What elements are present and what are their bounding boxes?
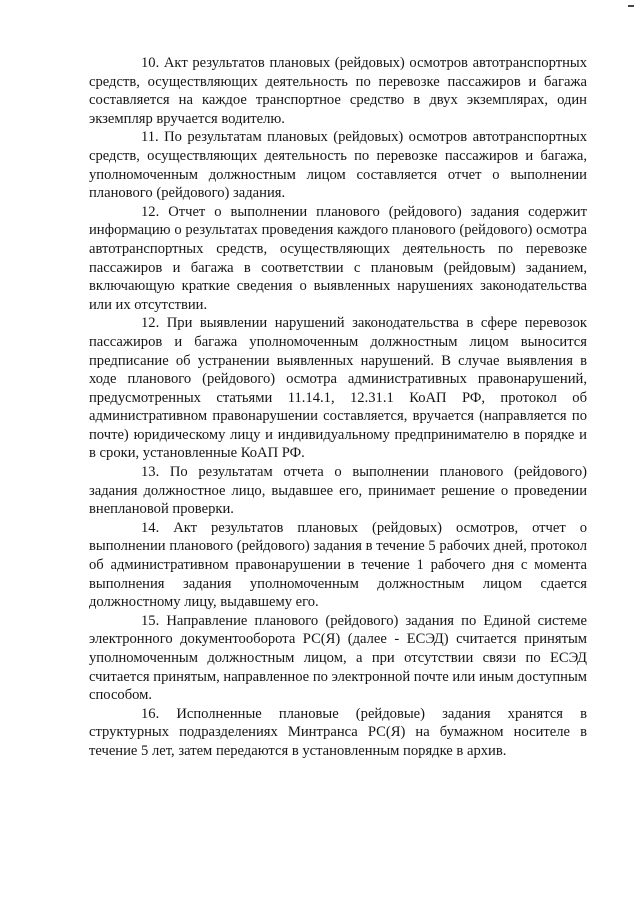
paragraph-15: 15. Направление планового (рейдового) задания по Единой системе электронного документооборота РС(Я) (далее - ЕСЭД) считается принятым уполномоченным должностным лицом, а при отсутствии связи по ЕСЭД считается принятым, направленное по электронной почте или иным доступным способом. <box>89 612 587 704</box>
paragraph-16: 16. Исполненные плановые (рейдовые) задания хранятся в структурных подразделениях Минтранса РС(Я) на бумажном носителе в течение 5 лет, затем передаются в установленным порядке в архив. <box>89 705 587 759</box>
paragraph-12-report-content: 12. Отчет о выполнении планового (рейдового) задания содержит информацию о результатах проведения каждого планового (рейдового) осмотра автотранспортных средств, осуществляющих деятельность по перевозке пассажиров и багажа в соответствии с плановым (рейдовым) заданием, включающую краткие сведения о выявленных нарушениях законодательства или их отсутствии. <box>89 203 587 313</box>
document-body <box>89 54 587 761</box>
paragraph-12-violations: 12. При выявлении нарушений законодательства в сфере перевозок пассажиров и багажа уполномоченным должностным лицом выносится предписание об устранении выявленных нарушений. В случае выявления в ходе планового (рейдового) осмотра административных правонарушений, предусмотренных статьями 11.14.1, 12.31.1 КоАП РФ, протокол об административном правонарушении составляется, вручается (направляется по почте) юридическому лицу и индивидуальному предпринимателю в порядке и в сроки, установленные КоАП РФ. <box>89 315 587 462</box>
paragraph-11: 11. По результатам плановых (рейдовых) осмотров автотранспортных средств, осуществляющих деятельность по перевозке пассажиров и багажа, уполномоченным должностным лицом составляется отчет о выполнении планового (рейдового) задания. <box>89 129 587 202</box>
paragraph-13: 13. По результатам отчета о выполнении планового (рейдового) задания должностное лицо, выдавшее его, принимает решение о проведении внеплановой проверки. <box>89 464 587 518</box>
paragraph-14: 14. Акт результатов плановых (рейдовых) осмотров, отчет о выполнении планового (рейдового) задания в течение 5 рабочих дней, протокол об административном правонарушении в течение 1 рабочего дня с момента выполнения задания уполномоченным должностным лицом сдается должностному лицу, выдавшему его. <box>89 519 587 611</box>
paragraph-10: 10. Акт результатов плановых (рейдовых) осмотров автотранспортных средств, осуществляющих деятельность по перевозке пассажиров и багажа составляется на каждое транспортное средство в двух экземплярах, один экземпляр вручается водителю. <box>89 55 587 127</box>
scan-corner-mark <box>628 5 634 7</box>
